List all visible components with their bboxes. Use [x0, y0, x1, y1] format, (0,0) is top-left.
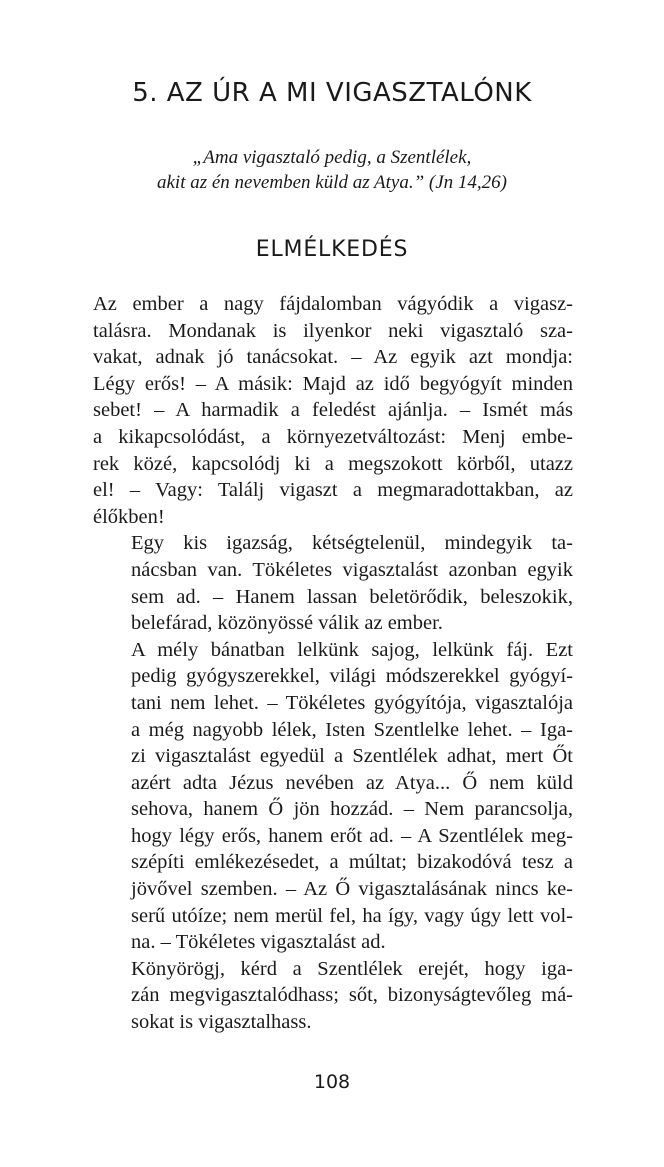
text-line: sebet! – A harmadik a feledést ajánlja. – Ismét más [93, 399, 573, 422]
motto-line: akit az én nevemben küld az Atya.” (Jn 14,26) [156, 172, 507, 193]
paragraph [93, 291, 573, 530]
text-line: sokat is vigasztalhass. [131, 1011, 312, 1034]
text-line: szépíti emlékezésedet, a múltat; bizakodóvá tesz a [131, 851, 573, 874]
page-number: 108 [313, 1071, 351, 1093]
text-line: serű utóíze; nem merül fel, ha így, vagy úgy lett vol- [131, 904, 573, 927]
text-line: zán megvigasztalódhass; sőt, bizonyságtevőleg má- [131, 984, 573, 1007]
text-line: el! – Vagy: Találj vigaszt a megmaradottakban, az [93, 479, 573, 502]
text-line: Az ember a nagy fájdalomban vágyódik a vigasz- [93, 293, 573, 315]
text-line: élőkben! [93, 505, 165, 528]
chapter-title: 5. AZ ÚR A MI VIGASZTALÓNK [132, 78, 532, 108]
text-line: a még nagyobb lélek, Isten Szentlelke lehet. – Iga- [131, 718, 573, 741]
text-line: pedig gyógyszerekkel, világi módszerekkel gyógyí- [131, 665, 573, 688]
text-line: azért adta Jézus nevében az Atya... Ő nem küld [131, 771, 573, 794]
paragraph [93, 530, 573, 636]
text-line: jövővel szemben. – Az Ő vigasztalásának nincs ke- [131, 878, 573, 901]
text-line: zi vigasztalást egyedül a Szentlélek adhat, mert Őt [131, 745, 573, 768]
body-text [93, 291, 573, 1036]
text-line: Könyörögj, kérd a Szentlélek erejét, hogy iga- [131, 957, 573, 980]
text-line: a kikapcsolódást, a környezetváltozást: Menj embe- [93, 425, 573, 448]
text-line: na. – Tökéletes vigasztalást ad. [131, 931, 386, 954]
text-line: A mély bánatban lelkünk sajog, lelkünk fáj. Ezt [131, 638, 573, 661]
text-line: Légy erős! – A másik: Majd az idő begyógyít minden [93, 372, 573, 395]
text-line: sem ad. – Hanem lassan beletörődik, beleszokik, [131, 585, 573, 608]
section-title: ELMÉLKEDÉS [255, 237, 409, 262]
text-line: tani nem lehet. – Tökéletes gyógyítója, vigasztalója [131, 691, 573, 714]
text-line: nácsban van. Tökéletes vigasztalást azonban egyik [131, 558, 573, 581]
text-line: belefárad, közönyössé válik az ember. [131, 612, 443, 635]
motto-line: „Ama vigasztaló pedig, a Szentlélek, [192, 147, 472, 168]
text-line: sehova, hanem Ő jön hozzád. – Nem parancsolja, [131, 798, 573, 821]
text-line: vakat, adnak jó tanácsokat. – Az egyik azt mondja: [93, 346, 573, 369]
paragraph [93, 956, 573, 1036]
text-line: rek közé, kapcsolódj ki a megszokott körből, utazz [93, 452, 573, 475]
text-line: hogy légy erős, hanem erőt ad. – A Szentlélek meg- [131, 824, 573, 847]
paragraph [93, 637, 573, 956]
motto-quote [0, 145, 664, 195]
text-line: talásra. Mondanak is ilyenkor neki vigasztaló sza- [93, 319, 573, 342]
text-line: Egy kis igazság, kétségtelenül, mindegyik ta- [131, 532, 573, 555]
